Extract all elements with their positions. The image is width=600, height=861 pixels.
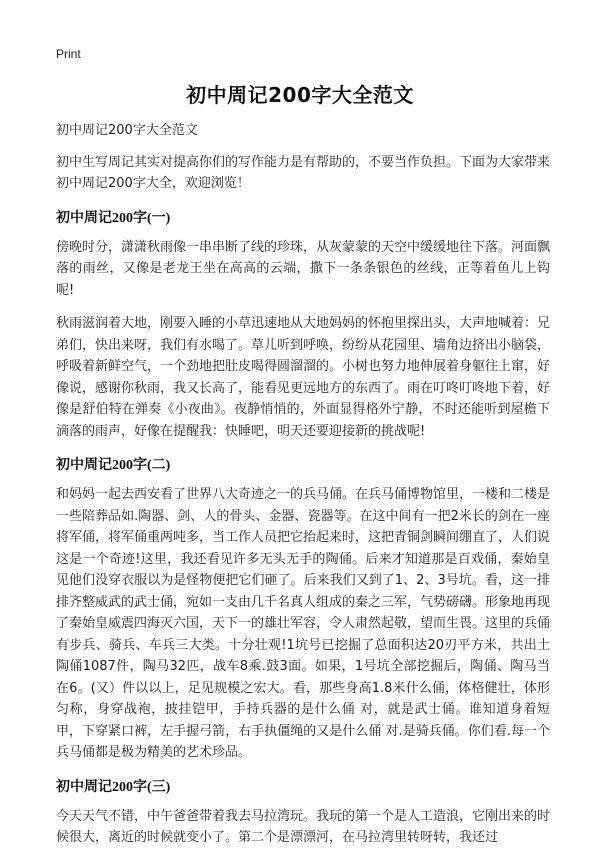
section-heading-2: 初中周记200字(二) [56,458,171,473]
article-subtitle: 初中周记200字大全范文 [56,123,198,138]
section-1-paragraph-2: 秋雨滋润着大地，刚要入睡的小草迅速地从大地妈妈的怀抱里探出头，大声地喊着：兄弟们，快出来呀，我们有水喝了。草儿听到呼唤，纷纷从花园里、墙角边挤出小脑袋，呼吸着新鲜空气，一个劲地把肚皮喝得圆溜溜的。小树也努力地伸展着身躯往上窜，好像说，感谢你秋雨，我又长高了，能看见更远地方的东西了。雨在叮咚叮咚地下着，好像是舒伯特在弹奏《小夜曲》。夜静悄悄的，外面显得格外宁静，不时还能听到屋檐下滴落的雨声，好像在提醒我：快睡吧，明天还要迎接新的挑战呢! [56,316,551,439]
section-heading-3: 初中周记200字(三) [56,779,171,795]
intro-paragraph: 初中生写周记其实对提高你们的写作能力是有帮助的，不要当作负担。下面为大家带来初中周记200字大全，欢迎浏览！ [56,154,551,191]
section-2-paragraph-1: 和妈妈一起去西安看了世界八大奇迹之一的兵马俑。在兵马俑博物馆里，一楼和二楼是一些陪葬品如.陶器、剑、人的骨头、金器、瓷器等。在这中间有一把2米长的剑在一座将军俑，将军俑重两吨多，当工作人员把它抬起来时，这把青铜剑瞬间绷直了，人们说这是一个奇迹!这里，我还看见许多无头无手的陶俑。后来才知道那是百戏俑，秦始皇见他们没穿衣服以为是怪物便把它们砸了。后来我们又到了1、2、3号坑。看，这一排排齐整威武的武士俑，宛如一支由几千名真人组成的秦之三军，气势磅礴。形象地再现了秦始皇威震四海灭六国，天下一的雄壮军容，令人肃然起敬，望而生畏。这里的兵俑有步兵、骑兵、车兵三大类。十分壮观!1坑号已挖掘了总面积达20刃平方米，共出土陶俑1087件，陶马32匹，战车8乘.鼓3面。如果，1号坑全部挖掘后，陶俑、陶马当在6。(又）件以以上，足见规模之宏大。看，那些身高1.8米什么俑，体格健壮，体形匀称，身穿战袍，披挂铠甲，手持兵器的是什么俑 对，就是武士俑。谁知道身着短甲，下穿紧口裤，左手握弓箭，右手执僵绳的又是什么俑 对.是骑兵俑。你们看.每一个兵马俑都是极为精美的艺术珍品。 [56,487,551,760]
print-link[interactable]: Print [56,47,81,61]
section-3-paragraph-1: 今天天气不错，中午爸爸带着我去马拉湾玩。我玩的第一个是人工造浪，它刚出来的时候很大，离近的时候就变小了。第二个是漂漂河，在马拉湾里转呀转，我还过 [56,808,551,845]
page-title: 初中周记200字大全范文 [186,83,414,107]
section-heading-1: 初中周记200字(一) [56,210,171,226]
article-body [56,120,550,861]
section-1-paragraph-1: 傍晚时分，潇潇秋雨像一串串断了线的珍珠，从灰蒙蒙的天空中缓缓地往下落。河面飘落的雨丝，又像是老龙王坐在高高的云端，撒下一条条银色的丝线，正等着鱼儿上钩呢! [56,239,551,298]
